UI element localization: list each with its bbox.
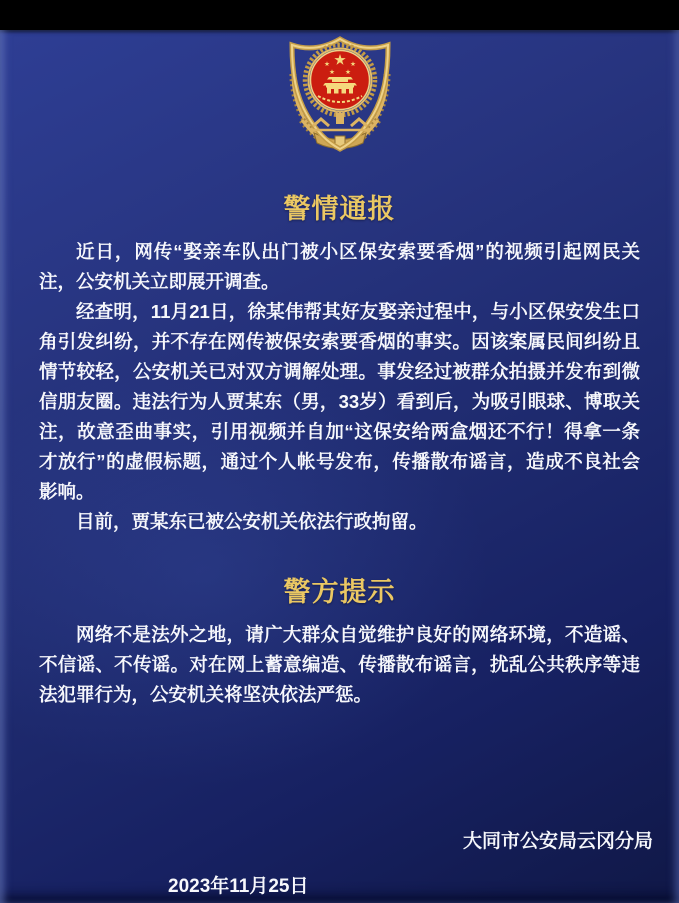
notice-paragraph-2: 经查明，11月21日，徐某伟帮其好友娶亲过程中，与小区保安发生口角引发纠纷，并不存在网传被保安索要香烟的事实。因该案属民间纠纷且情节较轻，公安机关已对双方调解处理。事发经过被群众拍摄并发布到微信朋友圈。违法行为人贾某东（男，33岁）看到后，为吸引眼球、博取关注，故意歪曲事实，引用视频并自加“这保安给两盒烟还不行！得拿一条才放行”的虚假标题，通过个人帐号发布，传播散布谣言，造成不良社会影响。 <box>39 301 640 502</box>
notice-paragraph-3: 目前，贾某东已被公安机关依法行政拘留。 <box>76 511 428 532</box>
tips-title: 警方提示 <box>283 577 396 607</box>
notice-title: 警情通报 <box>283 194 396 224</box>
police-notice-poster <box>0 30 679 903</box>
issuing-authority: 大同市公安局云冈分局 <box>462 831 653 852</box>
tips-body <box>39 620 640 710</box>
notice-body <box>39 237 640 537</box>
issue-date: 2023年11月25日 <box>168 876 309 897</box>
police-badge-icon <box>279 30 401 152</box>
tips-paragraph-1: 网络不是法外之地，请广大群众自觉维护良好的网络环境，不造谣、不信谣、不传谣。对在网上蓄意编造、传播散布谣言，扰乱公共秩序等违法犯罪行为，公安机关将坚决依法严惩。 <box>39 624 640 705</box>
notice-paragraph-1: 近日，网传“娶亲车队出门被小区保安索要香烟”的视频引起网民关注，公安机关立即展开调查。 <box>39 241 640 292</box>
